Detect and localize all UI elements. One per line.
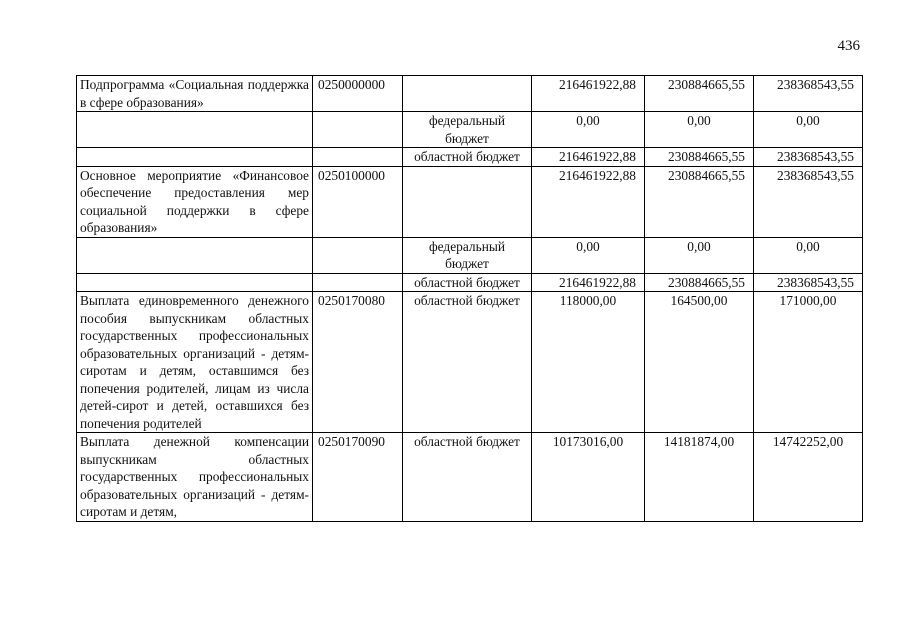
- row-name: [77, 273, 313, 292]
- page-number: 436: [837, 38, 860, 54]
- table-row: [77, 166, 863, 237]
- row-code: [313, 148, 403, 167]
- row-value-year1: 10173016,00: [532, 433, 645, 522]
- row-value-year2: 0,00: [645, 112, 754, 148]
- row-value-year3: 238368543,55: [754, 166, 863, 237]
- row-value-year3: 14742252,00: [754, 433, 863, 522]
- row-name: Основное мероприятие «Финансовое обеспечение предоставления мер социальной поддержки в сфере образования»: [77, 166, 313, 237]
- row-code: 0250000000: [313, 76, 403, 112]
- row-name: [77, 237, 313, 273]
- row-name: Подпрограмма «Социальная поддержка в сфере образования»: [77, 76, 313, 112]
- table-row: [77, 292, 863, 433]
- row-code: 0250170090: [313, 433, 403, 522]
- row-name: [77, 112, 313, 148]
- row-source: [403, 76, 532, 112]
- row-code: [313, 112, 403, 148]
- row-source: областной бюджет: [403, 433, 532, 522]
- table-row: [77, 433, 863, 522]
- row-value-year1: 216461922,88: [532, 166, 645, 237]
- row-source: областной бюджет: [403, 273, 532, 292]
- table-row: [77, 237, 863, 273]
- row-value-year2: 230884665,55: [645, 148, 754, 167]
- row-value-year1: 216461922,88: [532, 76, 645, 112]
- row-value-year1: 0,00: [532, 237, 645, 273]
- row-value-year3: 238368543,55: [754, 273, 863, 292]
- budget-table: [76, 75, 863, 522]
- row-code: 0250170080: [313, 292, 403, 433]
- table-row: [77, 148, 863, 167]
- row-source: областной бюджет: [403, 148, 532, 167]
- row-code: [313, 273, 403, 292]
- row-value-year1: 216461922,88: [532, 148, 645, 167]
- row-value-year3: 171000,00: [754, 292, 863, 433]
- row-name: [77, 148, 313, 167]
- row-code: [313, 237, 403, 273]
- table-row: [77, 112, 863, 148]
- row-source: федеральный бюджет: [403, 237, 532, 273]
- row-value-year3: 0,00: [754, 237, 863, 273]
- row-code: 0250100000: [313, 166, 403, 237]
- row-value-year2: 0,00: [645, 237, 754, 273]
- row-value-year1: 216461922,88: [532, 273, 645, 292]
- row-name: Выплата денежной компенсации выпускникам областных государственных профессиональных образовательных организаций - детям-сиротам и детям,: [77, 433, 313, 522]
- table-row: [77, 76, 863, 112]
- row-value-year2: 230884665,55: [645, 76, 754, 112]
- row-value-year3: 238368543,55: [754, 148, 863, 167]
- table-row: [77, 273, 863, 292]
- row-value-year3: 238368543,55: [754, 76, 863, 112]
- row-value-year2: 164500,00: [645, 292, 754, 433]
- row-value-year2: 14181874,00: [645, 433, 754, 522]
- row-value-year2: 230884665,55: [645, 273, 754, 292]
- row-value-year1: 118000,00: [532, 292, 645, 433]
- row-source: федеральный бюджет: [403, 112, 532, 148]
- row-name: Выплата единовременного денежного пособия выпускникам областных государственных профессиональных образовательных организаций - детям-сиротам и детям, оставшимся без попечения родителей, лицам из числа детей-сирот и детей, оставшихся без попечения родителей: [77, 292, 313, 433]
- row-source: областной бюджет: [403, 292, 532, 433]
- row-value-year1: 0,00: [532, 112, 645, 148]
- row-source: [403, 166, 532, 237]
- row-value-year2: 230884665,55: [645, 166, 754, 237]
- row-value-year3: 0,00: [754, 112, 863, 148]
